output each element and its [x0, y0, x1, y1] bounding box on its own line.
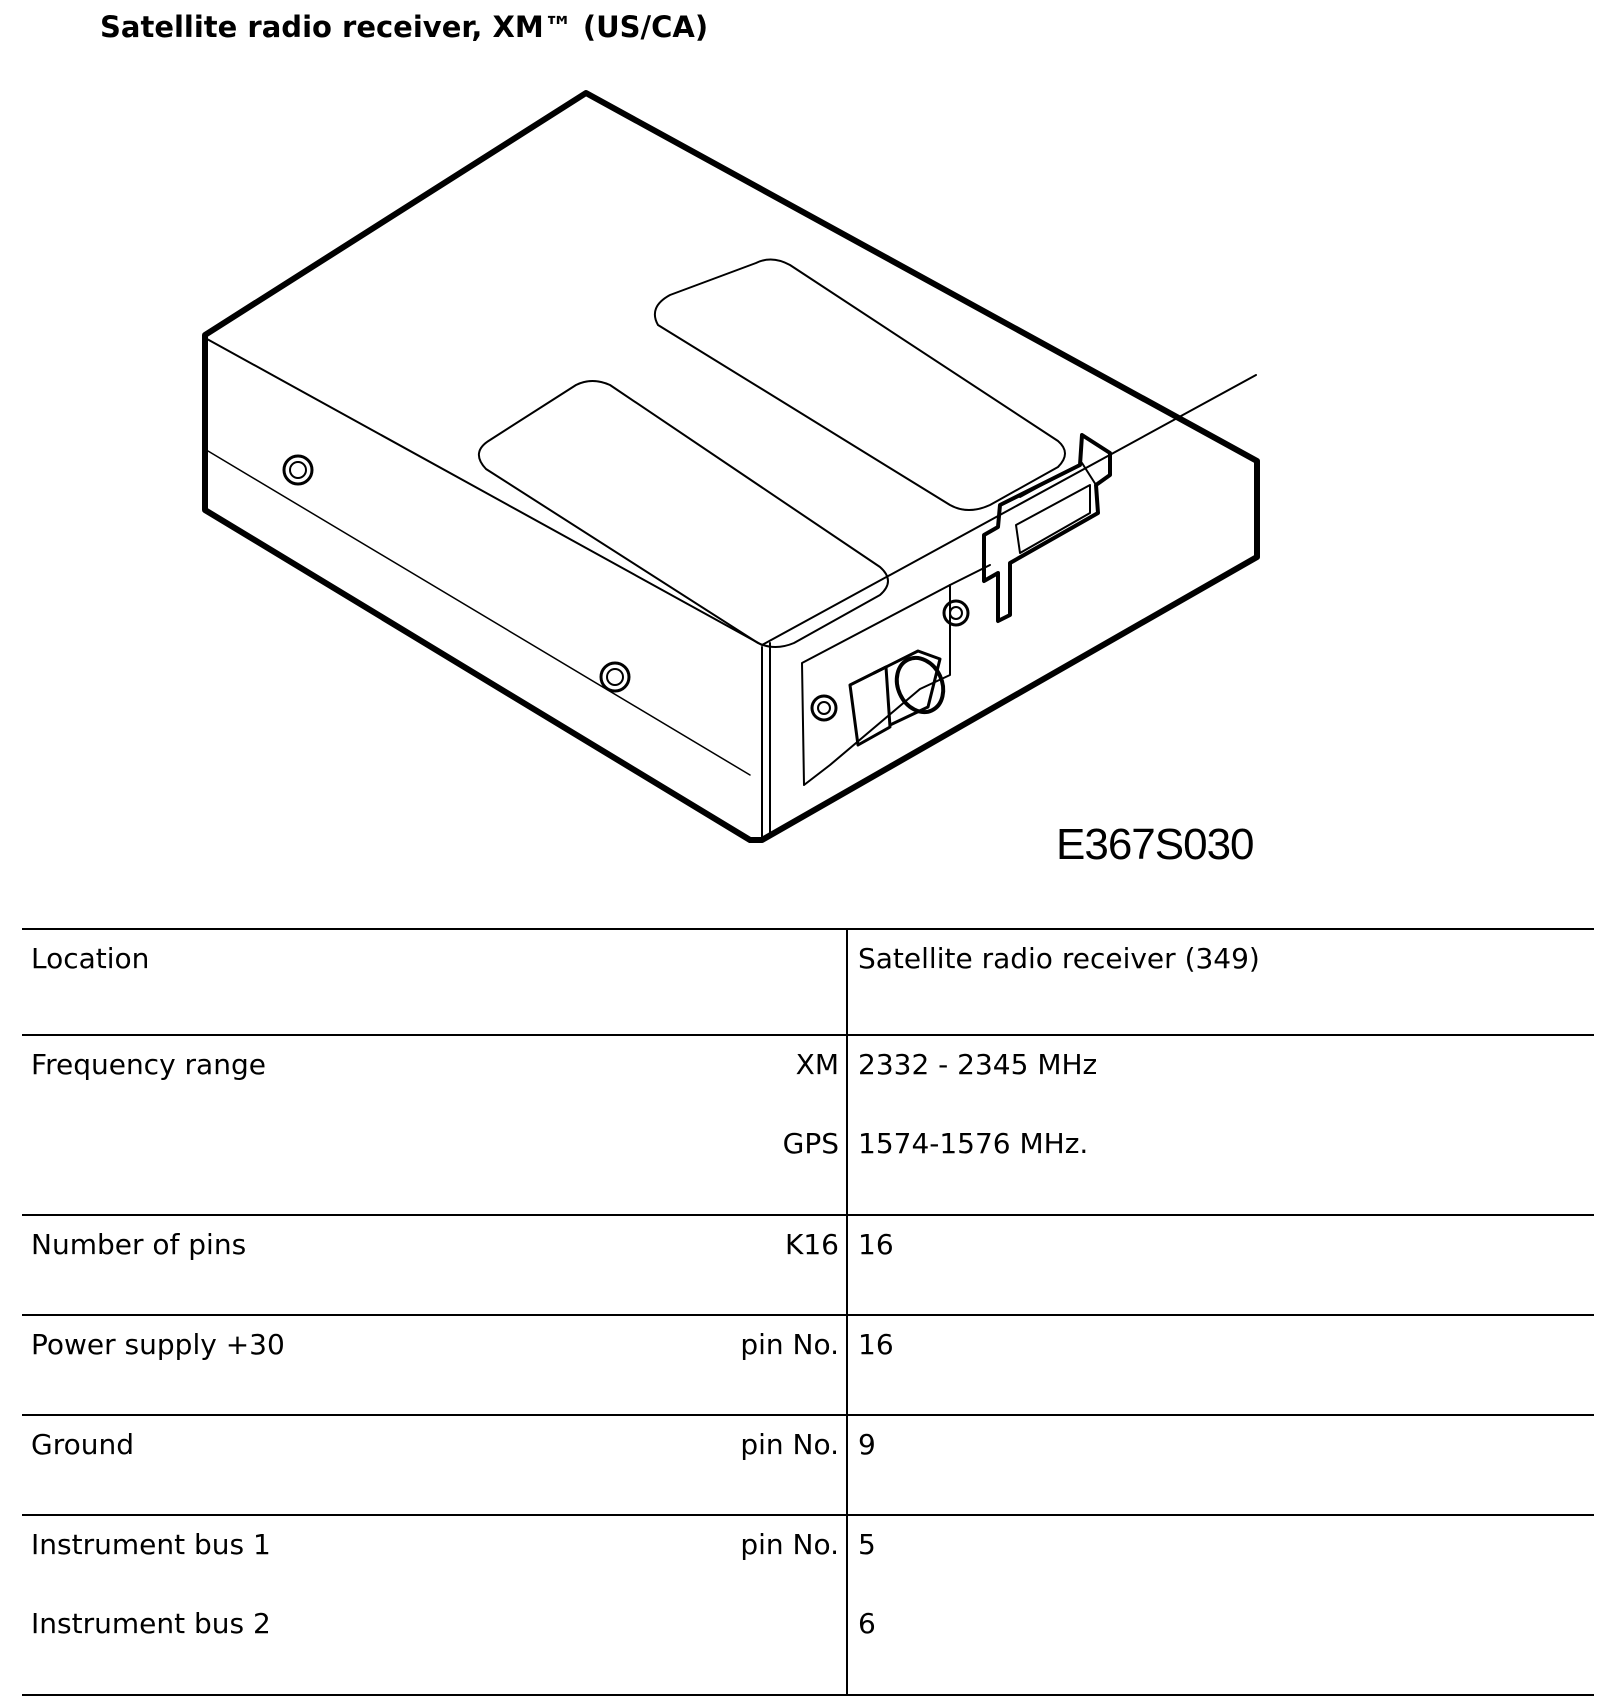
antenna-connector	[850, 650, 952, 745]
spec-qualifier	[651, 1595, 846, 1607]
top-panel-right	[655, 259, 1065, 510]
spec-line	[22, 1416, 1594, 1514]
spec-qualifier: K16	[785, 1228, 839, 1261]
figure-code: E367S030	[1056, 820, 1254, 869]
spec-row-power	[22, 1316, 1594, 1416]
spec-label	[22, 1115, 651, 1127]
spec-qualifier: XM	[795, 1048, 839, 1081]
spec-qualifier	[651, 930, 846, 942]
spec-qualifier: GPS	[782, 1127, 839, 1160]
spec-qualifier: pin No.	[740, 1428, 839, 1461]
spec-value: 16	[858, 1328, 894, 1361]
spec-label: Location	[31, 942, 150, 975]
spec-value: Satellite radio receiver (349)	[858, 942, 1260, 975]
spec-value: 9	[858, 1428, 876, 1461]
spec-qualifier: pin No.	[740, 1328, 839, 1361]
spec-row-frequency	[22, 1036, 1594, 1216]
top-panel-left	[479, 381, 888, 647]
spec-line	[22, 1595, 1594, 1694]
receiver-top-edge	[207, 339, 1256, 645]
spec-line	[22, 1316, 1594, 1414]
spec-line	[22, 1216, 1594, 1314]
spec-value: 6	[858, 1607, 876, 1640]
spec-value: 1574-1576 MHz.	[858, 1127, 1089, 1160]
spec-row-instrument-bus	[22, 1516, 1594, 1696]
spec-value: 16	[858, 1228, 894, 1261]
spec-qualifier: pin No.	[740, 1528, 839, 1561]
spec-label: Power supply +30	[31, 1328, 285, 1361]
receiver-illustration	[190, 85, 1290, 855]
spec-row-ground	[22, 1416, 1594, 1516]
spec-line	[22, 930, 1594, 1034]
spec-value: 2332 - 2345 MHz	[858, 1048, 1098, 1081]
side-screw-2	[601, 663, 629, 691]
spec-line	[22, 1115, 1594, 1214]
spec-table	[22, 928, 1594, 1696]
spec-label: Instrument bus 1	[31, 1528, 271, 1561]
spec-line	[22, 1036, 1594, 1115]
spec-value: 5	[858, 1528, 876, 1561]
spec-label: Instrument bus 2	[31, 1607, 271, 1640]
spec-label: Frequency range	[31, 1048, 266, 1081]
spec-label: Number of pins	[31, 1228, 247, 1261]
rear-screw-1	[812, 696, 836, 720]
spec-label: Ground	[31, 1428, 134, 1461]
rear-screw-2	[944, 601, 968, 625]
page-title: Satellite radio receiver, XM™ (US/CA)	[100, 10, 709, 44]
multipin-connector	[984, 435, 1110, 621]
spec-row-pins	[22, 1216, 1594, 1316]
spec-line	[22, 1516, 1594, 1595]
side-screw-1	[284, 456, 312, 484]
rear-panel	[802, 585, 950, 785]
spec-row-location	[22, 930, 1594, 1036]
